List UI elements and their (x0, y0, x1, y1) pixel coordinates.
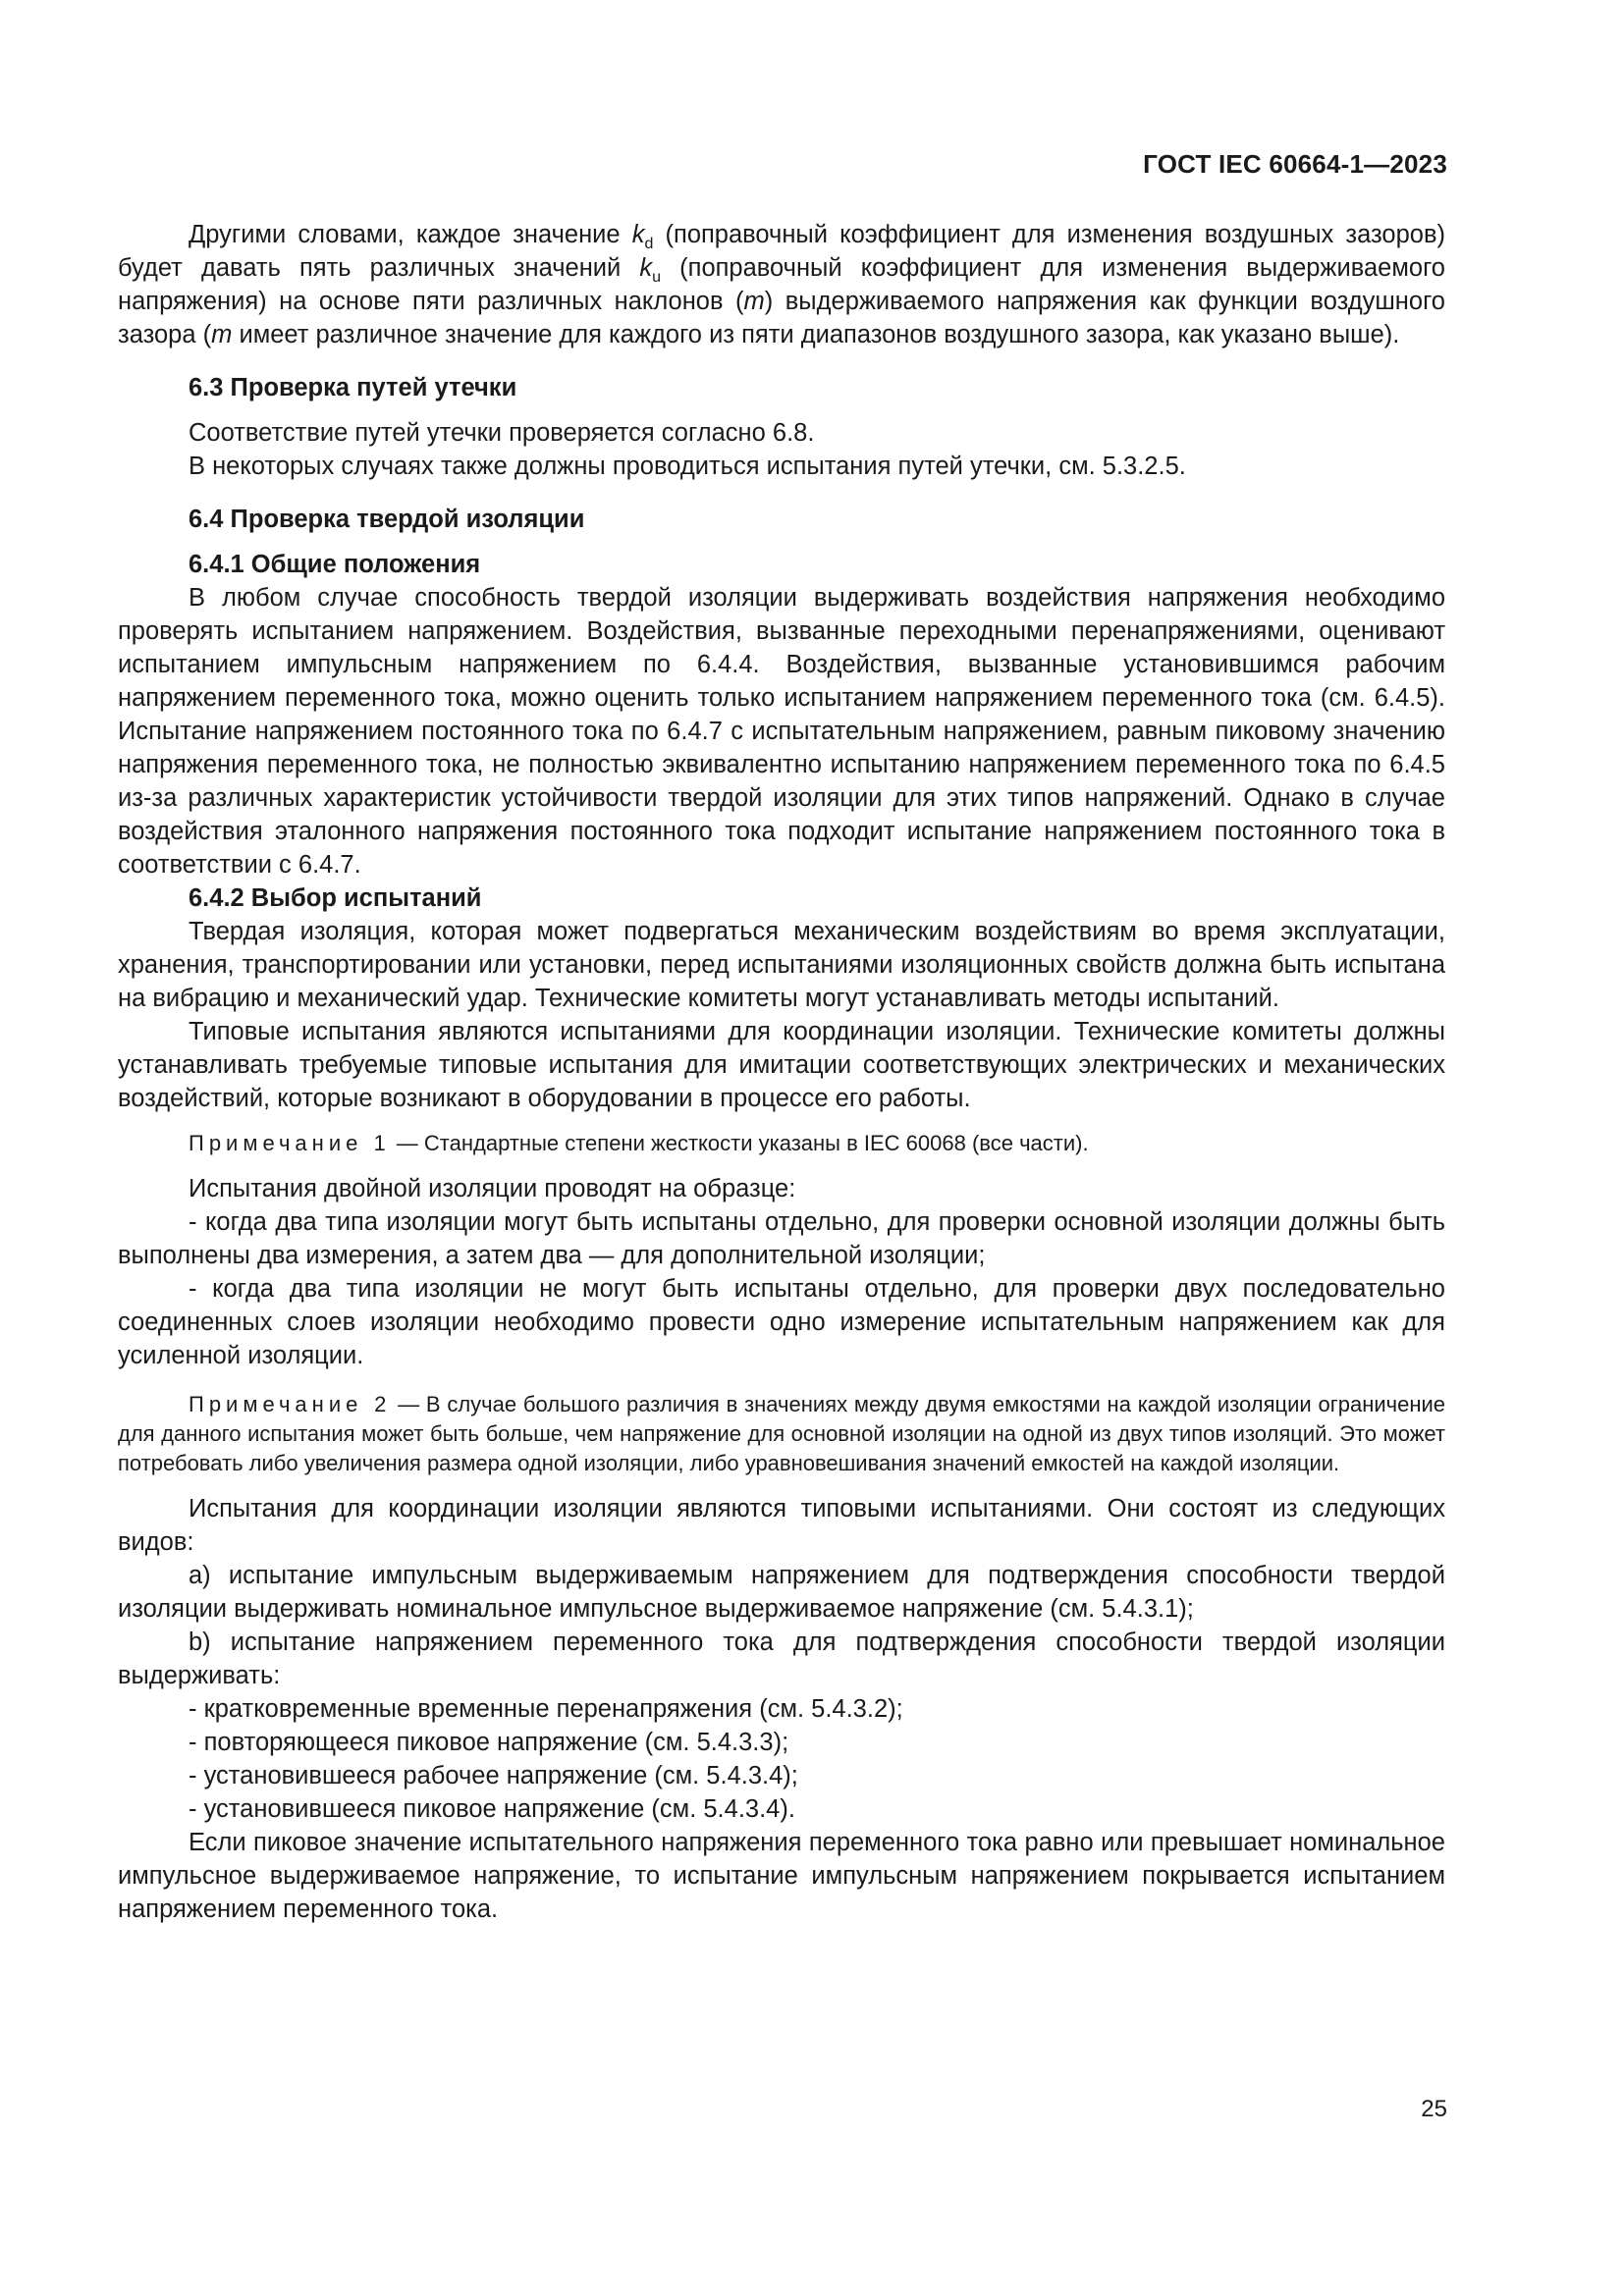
subscript-u: u (652, 269, 662, 286)
subscript-d: d (644, 236, 654, 252)
list-item-a: a) испытание импульсным выдерживаемым напряжением для подтверждения способности твердой изоляции выдерживать номинальное импульсное выдерживаемое напряжение (см. 5.4.3.1); (118, 1562, 1445, 1623)
section-6-3-paragraph-2: В некоторых случаях также должны проводиться испытания путей утечки, см. 5.3.2.5. (189, 453, 1186, 480)
k-symbol: k (631, 221, 645, 248)
list-item-b-dash-4: - установившееся пиковое напряжение (см. 5.4.3.4). (189, 1795, 795, 1823)
section-6-4-2-heading: 6.4.2 Выбор испытаний (189, 884, 482, 912)
page-number: 25 (1421, 2096, 1447, 2122)
section-6-4-1-paragraph: В любом случае способность твердой изоляции выдерживать воздействия напряжения необходимо проверять испытанием напряжением. Воздействия, вызванные переходными перенапряжениями, оценивают испытанием импульсным напряжением по 6.4.4. Воздействия, вызванные установившимся рабочим напряжением переменного тока, можно оценить только испытанием напряжением переменного тока (см. 6.4.5). Испытание напряжением постоянного тока по 6.4.7 с испытательным напряжением, равным пиковому значению напряжения переменного тока, не полностью эквивалентно испытанию напряжением переменного тока по 6.4.5 из-за различных характеристик устойчивости твердой изоляции для этих типов напряжений. Однако в случае воздействия эталонного напряжения постоянного тока подходит испытание напряжением постоянного тока в соответствии с 6.4.7. (118, 584, 1445, 879)
note-1-text: — Стандартные степени жесткости указаны в IEC 60068 (все части). (390, 1131, 1089, 1155)
list-item-b-dash-3: - установившееся рабочее напряжение (см. 5.4.3.4); (189, 1762, 798, 1789)
section-6-4-2-paragraph-4: Испытания для координации изоляции являются типовыми испытаниями. Они состоят из следующих видов: (118, 1495, 1445, 1556)
note-2-text: — В случае большого различия в значениях между двумя емкостями на каждой изоляции ограничение для данного испытания может быть больше, чем напряжение для основной изоляции на одной из двух типов изоляций. Это может потребовать либо увеличения размера одной изоляции, либо уравновешивания значений емкостей на каждой изоляции. (118, 1392, 1446, 1475)
section-6-4-2-paragraph-5: Если пиковое значение испытательного напряжения переменного тока равно или превышает номинальное импульсное выдерживаемое напряжение, то испытание импульсным напряжением покрывается испытанием напряжением переменного тока. (118, 1829, 1445, 1923)
m-symbol: m (211, 321, 233, 348)
note-2-label: Примечание 2 (189, 1392, 392, 1416)
note-2 (118, 1390, 1445, 1478)
intro-text-a: Другими словами, каждое значение (189, 221, 632, 248)
m-symbol: m (743, 288, 765, 315)
intro-text-d: ) выдерживаемого напряжения как функции воздушного зазора ( (118, 288, 1445, 348)
section-6-4-1-heading: 6.4.1 Общие положения (189, 551, 481, 578)
page-content (118, 218, 1445, 1926)
intro-text-c: (поправочный коэффициент для изменения выдерживаемого напряжения) на основе пяти различных наклонов ( (118, 254, 1445, 315)
dash-item-1: - когда два типа изоляции могут быть испытаны отдельно, для проверки основной изоляции должны быть выполнены два измерения, а затем два — для дополнительной изоляции; (118, 1208, 1445, 1269)
section-6-3-paragraph-1: Соответствие путей утечки проверяется согласно 6.8. (189, 419, 815, 447)
list-item-b-dash-1: - кратковременные временные перенапряжения (см. 5.4.3.2); (189, 1695, 903, 1723)
section-6-4-heading: 6.4 Проверка твердой изоляции (189, 506, 585, 533)
k-symbol: k (639, 254, 653, 282)
section-6-4-2-paragraph-1: Твердая изоляция, которая может подвергаться механическим воздействиям во время эксплуатации, хранения, транспортировании или установки, перед испытаниями изоляционных свойств должна быть испытана на вибрацию и механический удар. Технические комитеты могут устанавливать методы испытаний. (118, 918, 1445, 1012)
section-6-4-2-paragraph-3: Испытания двойной изоляции проводят на образце: (189, 1175, 796, 1202)
document-header-id: ГОСТ IEC 60664-1—2023 (1143, 149, 1447, 179)
dash-item-2: - когда два типа изоляции не могут быть испытаны отдельно, для проверки двух последовательно соединенных слоев изоляции необходимо провести одно измерение испытательным напряжением как для усиленной изоляции. (118, 1275, 1445, 1369)
section-6-4-2-paragraph-2: Типовые испытания являются испытаниями для координации изоляции. Технические комитеты должны устанавливать требуемые типовые испытания для имитации соответствующих электрических и механических воздействий, которые возникают в оборудовании в процессе его работы. (118, 1018, 1445, 1112)
note-1 (118, 1129, 1445, 1158)
note-1-label: Примечание 1 (189, 1131, 391, 1155)
intro-text-b: (поправочный коэффициент для изменения воздушных зазоров) будет давать пять различных значений (118, 221, 1446, 282)
list-item-b: b) испытание напряжением переменного тока для подтверждения способности твердой изоляции выдерживать: (118, 1629, 1445, 1689)
list-item-b-dash-2: - повторяющееся пиковое напряжение (см. 5.4.3.3); (189, 1729, 789, 1756)
section-6-3-heading: 6.3 Проверка путей утечки (189, 374, 517, 401)
intro-text-e: имеет различное значение для каждого из пяти диапазонов воздушного зазора, как указано выше). (232, 321, 1400, 348)
intro-paragraph (118, 218, 1445, 351)
